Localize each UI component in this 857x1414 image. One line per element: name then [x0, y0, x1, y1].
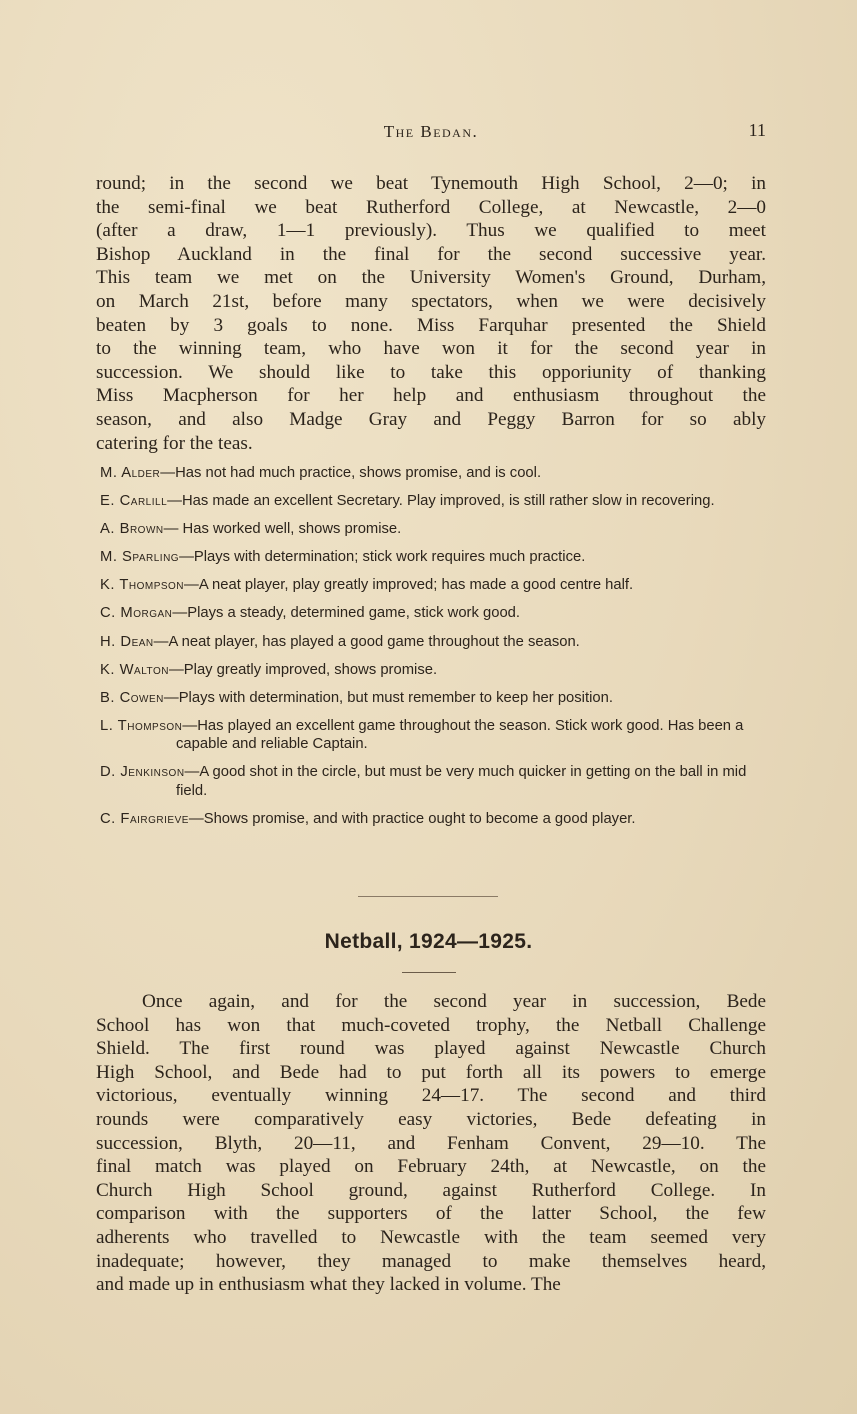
player-comment: —Plays a steady, determined game, stick work good. — [172, 605, 521, 622]
text-line: on March 21st, before many spectators, when we were decisively — [96, 290, 766, 312]
text-line: the semi-final we beat Rutherford College, at Newcastle, 2—0 — [96, 196, 766, 218]
player-comment: —Has not had much practice, shows promise, and is cool. — [160, 465, 542, 481]
text-line: succession, Blyth, 20—11, and Fenham Convent, 29—10. The — [96, 1132, 766, 1154]
text-line: High School, and Bede had to put forth all its powers to emerge — [96, 1061, 766, 1083]
player-entry — [100, 633, 766, 652]
player-entry — [100, 576, 766, 595]
hockey-report-paragraph — [96, 172, 766, 455]
player-name: M. Alder — [100, 465, 161, 481]
text-line: season, and also Madge Gray and Peggy Barron for so ably — [96, 408, 766, 430]
player-entry — [100, 492, 766, 511]
section-divider — [358, 896, 498, 897]
player-name: H. Dean — [100, 633, 154, 650]
text-line: Once again, and for the second year in succession, Bede — [142, 991, 766, 1012]
player-entry — [100, 548, 766, 567]
player-entry — [100, 520, 766, 539]
player-name: K. Thompson — [100, 577, 185, 594]
player-comment: —A neat player, play greatly improved; has made a good centre half. — [184, 577, 634, 594]
player-comment: —A good shot in the circle, but must be very much quicker in getting on the ball in mid field. — [176, 764, 747, 799]
player-comment: —Has played an excellent game throughout the season. Stick work good. Has been a capable and reliable Captain. — [176, 717, 744, 753]
text-line: adherents who travelled to Newcastle with the team seemed very — [96, 1226, 766, 1248]
text-line: School has won that much-coveted trophy, the Netball Challenge — [96, 1014, 766, 1036]
text-line: This team we met on the University Women's Ground, Durham, — [96, 267, 766, 289]
player-comments-list — [100, 464, 766, 838]
text-line: and made up in enthusiasm what they lacked in volume. The — [96, 1274, 561, 1296]
text-line: beaten by 3 goals to none. Miss Farquhar presented the Shield — [96, 314, 766, 336]
text-line: final match was played on February 24th, at Newcastle, on the — [96, 1156, 766, 1178]
text-line: comparison with the supporters of the latter School, the few — [96, 1203, 766, 1225]
player-entry — [100, 604, 766, 623]
text-line: Church High School ground, against Rutherford College. In — [96, 1179, 766, 1201]
page-header — [96, 118, 766, 148]
player-name: L. Thompson — [100, 717, 183, 734]
player-comment: —A neat player, has played a good game throughout the season. — [153, 633, 580, 650]
player-entry — [100, 689, 766, 708]
player-comment: —Shows promise, and with practice ought to become a good player. — [188, 811, 636, 828]
player-entry — [100, 763, 766, 800]
player-name: K. Walton — [100, 661, 169, 678]
player-comment: —Plays with determination; stick work requires much practice. — [179, 549, 586, 566]
text-line: Shield. The first round was played against Newcastle Church — [96, 1038, 766, 1060]
player-entry — [100, 717, 766, 754]
player-name: C. Morgan — [100, 605, 173, 622]
player-name: B. Cowen — [100, 689, 164, 706]
running-title: The Bedan. — [383, 122, 479, 141]
text-line: inadequate; however, they managed to make themselves heard, — [96, 1250, 766, 1272]
player-name: C. Fairgrieve — [100, 811, 189, 828]
text-line: Bishop Auckland in the final for the second successive year. — [96, 243, 766, 265]
text-line: victorious, eventually winning 24—17. The second and third — [96, 1085, 766, 1107]
text-line: (after a draw, 1—1 previously). Thus we qualified to meet — [96, 220, 766, 242]
player-entry — [100, 661, 766, 680]
player-comment: — Has worked well, shows promise. — [163, 521, 402, 538]
player-name: A. Brown — [100, 521, 164, 538]
player-entry — [100, 464, 766, 483]
player-comment: —Plays with determination, but must remember to keep her position. — [163, 689, 613, 706]
heading-underline — [402, 972, 456, 973]
player-entry — [100, 810, 766, 829]
text-line: succession. We should like to take this opporiunity of thanking — [96, 361, 766, 383]
text-line: rounds were comparatively easy victories, Bede defeating in — [96, 1108, 766, 1130]
netball-report-paragraph — [96, 990, 766, 1297]
page-number: 11 — [748, 120, 766, 140]
player-name: E. Carlill — [100, 493, 168, 510]
text-line: catering for the teas. — [96, 432, 253, 454]
section-heading: Netball, 1924—1925. — [324, 930, 533, 953]
player-comment: —Has made an excellent Secretary. Play improved, is still rather slow in recovering. — [167, 493, 715, 510]
text-line: round; in the second we beat Tynemouth High School, 2—0; in — [96, 173, 766, 194]
player-name: M. Sparling — [100, 549, 180, 566]
text-line: to the winning team, who have won it for the second year in — [96, 338, 766, 360]
text-line: Miss Macpherson for her help and enthusiasm throughout the — [96, 385, 766, 407]
player-name: D. Jenkinson — [100, 764, 185, 781]
player-comment: —Play greatly improved, shows promise. — [168, 661, 438, 678]
